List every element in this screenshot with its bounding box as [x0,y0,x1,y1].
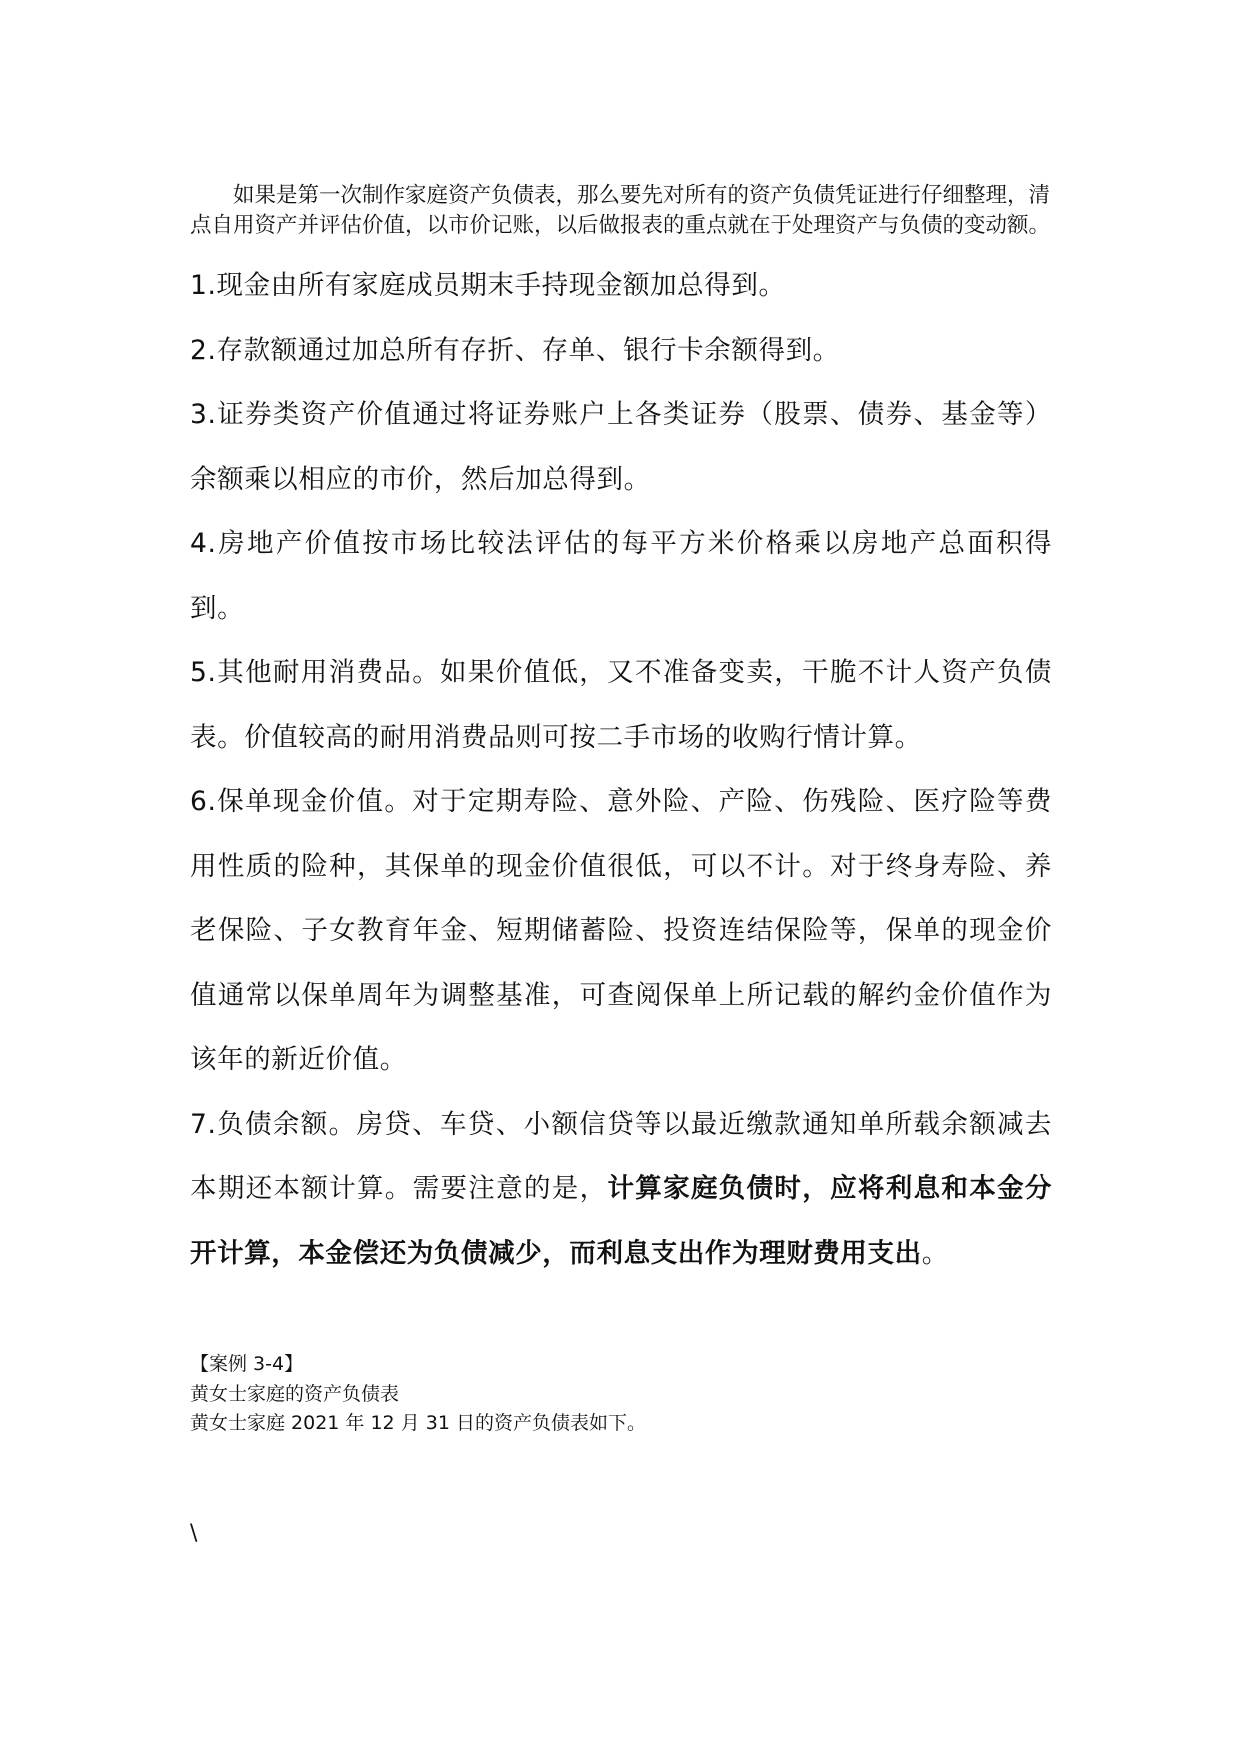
list-item: 3.证券类资产价值通过将证券账户上各类证券（股票、债券、基金等）余额乘以相应的市价，然后加总得到。 [190,399,1052,495]
list-item: 4.房地产价值按市场比较法评估的每平方米价格乘以房地产总面积得到。 [190,528,1052,624]
item-list [190,254,1052,1286]
trailing-mark: \ [190,1521,198,1546]
intro-paragraph [190,181,1050,241]
list-item-tail: 。 [921,1237,949,1269]
intro-text: 如果是第一次制作家庭资产负债表，那么要先对所有的资产负债凭证进行仔细整理，清点自用资产并评估价值，以市价记账，以后做报表的重点就在于处理资产与负债的变动额。 [190,183,1051,238]
list-item: 2.存款额通过加总所有存折、存单、银行卡余额得到。 [190,334,840,366]
list-item-text: 7.负债余额。房贷、车贷、小额信贷等以最近缴款通知单所载余额减去本期还本额计算。需要注意的是， [190,1108,1052,1204]
case-label: 【案例 3-4】 [190,1353,304,1375]
case-block [190,1350,1050,1439]
list-item: 5.其他耐用消费品。如果价值低，又不准备变卖，干脆不计人资产负债表。价值较高的耐用消费品则可按二手市场的收购行情计算。 [190,657,1052,753]
list-item [190,1093,1052,1287]
emphasis-text: 计算家庭负债时，应将利息和本金分开计算，本金偿还为负债减少，而利息支出作为理财费用支出 [190,1173,1052,1269]
list-item: 6.保单现金价值。对于定期寿险、意外险、产险、伤残险、医疗险等费用性质的险种，其保单的现金价值很低，可以不计。对于终身寿险、养老保险、子女教育年金、短期储蓄险、投资连结保险等，保单的现金价值通常以保单周年为调整基准，可查阅保单上所记载的解约金价值作为该年的新近价值。 [190,786,1052,1075]
case-description: 黄女士家庭 2021 年 12 月 31 日的资产负债表如下。 [190,1412,646,1434]
list-item: 1.现金由所有家庭成员期末手持现金额加总得到。 [190,270,786,301]
case-title: 黄女士家庭的资产负债表 [190,1382,400,1405]
